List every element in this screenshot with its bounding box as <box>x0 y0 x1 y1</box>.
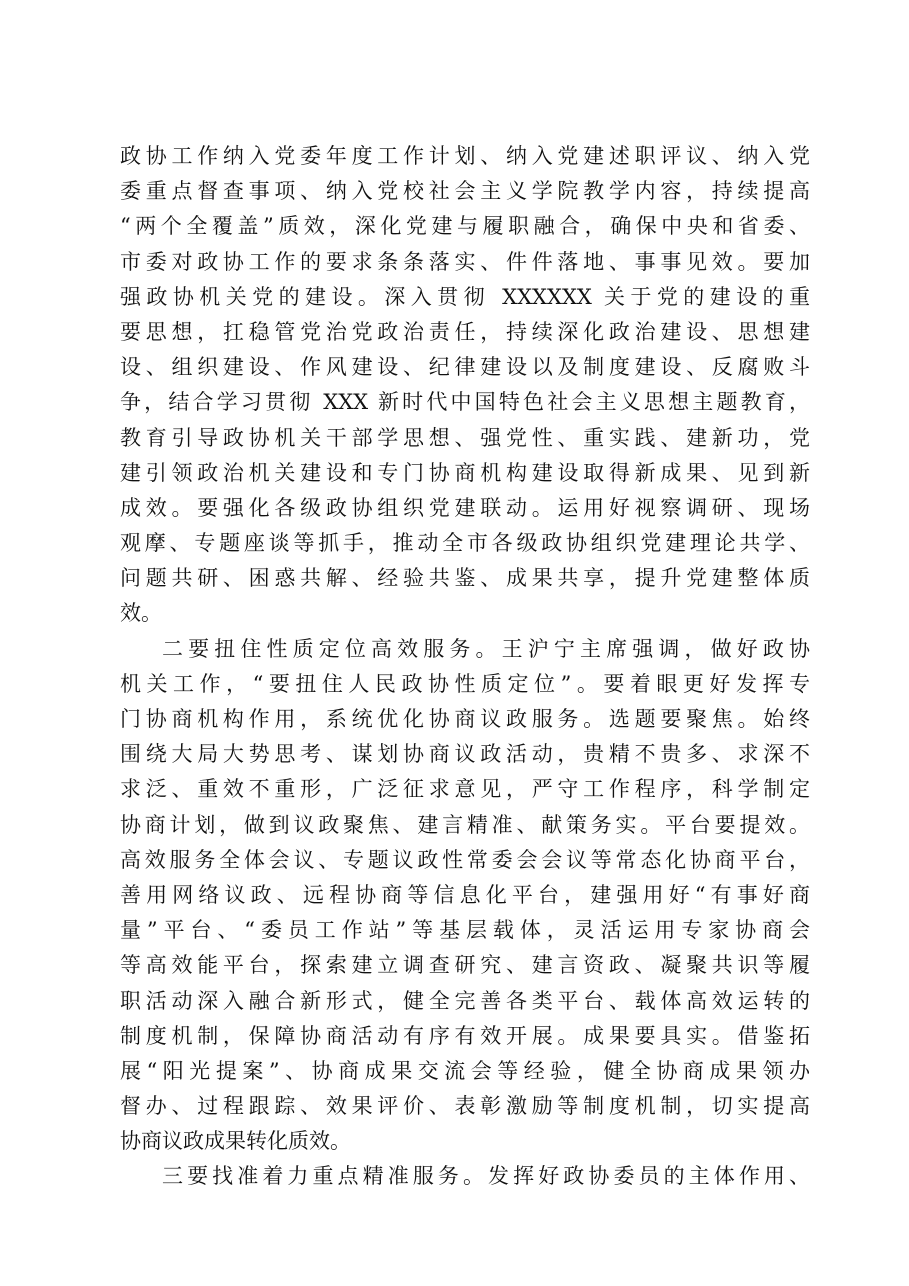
text-line: 协商议政成果转化质效。 <box>120 1129 351 1154</box>
paragraph-2 <box>120 632 810 1160</box>
text-line: 问题共研、困惑共解、经验共鉴、成果共享，提升党建整体质 <box>120 566 810 591</box>
text-line: 效。 <box>120 601 162 626</box>
text-line: 督办、过程跟踪、效果评价、表彰激励等制度机制，切实提高 <box>120 1094 810 1119</box>
text-line: 设、组织建设、作风建设、纪律建设以及制度建设、反腐败斗 <box>120 355 810 380</box>
text-line: 二要扭住性质定位高效服务。王沪宁主席强调，做好政协 <box>162 636 810 661</box>
text-line: 展“阳光提案”、协商成果交流会等经验，健全协商成果领办 <box>120 1058 810 1083</box>
paragraph-1 <box>120 139 810 632</box>
text-line: 机关工作，“要扭住人民政协性质定位”。要着眼更好发挥专 <box>120 671 810 696</box>
text-line: 量”平台、“委员工作站”等基层载体，灵活运用专家协商会 <box>120 918 810 943</box>
text-line: “两个全覆盖”质效，深化党建与履职融合，确保中央和省委、 <box>120 214 810 239</box>
text-line: 强政协机关党的建设。深入贯彻 XXXXXX 关于党的建设的重 <box>120 284 810 309</box>
text-line: 要思想，扛稳管党治党政治责任，持续深化政治建设、思想建 <box>120 319 810 344</box>
text-line: 三要找准着力重点精准服务。发挥好政协委员的主体作用、 <box>162 1164 810 1189</box>
text-line: 求泛、重效不重形，广泛征求意见，严守工作程序，科学制定 <box>120 777 810 802</box>
text-line: 政协工作纳入党委年度工作计划、纳入党建述职评议、纳入党 <box>120 144 810 168</box>
text-line: 教育引导政协机关干部学思想、强党性、重实践、建新功，党 <box>120 425 810 450</box>
text-line: 委重点督查事项、纳入党校社会主义学院教学内容，持续提高 <box>120 179 810 204</box>
paragraph-3 <box>120 1159 810 1194</box>
text-line: 高效服务全体会议、专题议政性常委会会议等常态化协商平台， <box>120 847 810 872</box>
text-line: 观摩、专题座谈等抓手，推动全市各级政协组织党建理论共学、 <box>120 531 810 556</box>
text-line: 职活动深入融合新形式，健全完善各类平台、载体高效运转的 <box>120 988 810 1013</box>
text-line: 建引领政治机关建设和专门协商机构建设取得新成果、见到新 <box>120 460 810 485</box>
text-line: 围绕大局大势思考、谋划协商议政活动，贵精不贵多、求深不 <box>120 742 810 767</box>
text-line: 成效。要强化各级政协组织党建联动。运用好视察调研、现场 <box>120 495 810 520</box>
text-line: 市委对政协工作的要求条条落实、件件落地、事事见效。要加 <box>120 249 810 274</box>
text-line: 争，结合学习贯彻 XXX 新时代中国特色社会主义思想主题教育， <box>120 390 810 415</box>
text-line: 协商计划，做到议政聚焦、建言精准、献策务实。平台要提效。 <box>120 812 810 837</box>
text-line: 制度机制，保障协商活动有序有效开展。成果要具实。借鉴拓 <box>120 1023 810 1048</box>
document-body <box>120 139 810 1195</box>
text-line: 等高效能平台，探索建立调查研究、建言资政、凝聚共识等履 <box>120 953 810 978</box>
text-line: 善用网络议政、远程协商等信息化平台，建强用好“有事好商 <box>120 882 810 907</box>
text-line: 门协商机构作用，系统优化协商议政服务。选题要聚焦。始终 <box>120 707 810 731</box>
